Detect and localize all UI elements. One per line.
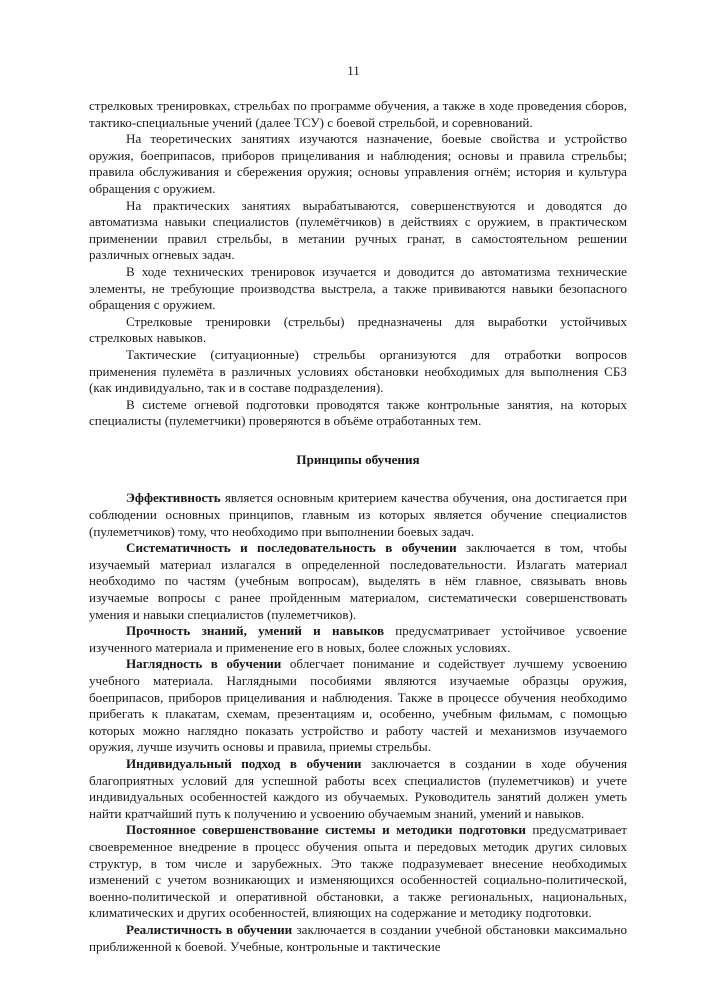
paragraph: В системе огневой подготовки проводятся также контрольные занятия, на которых специалисты (пулеметчики) проверяются в объёме отработанных тем.	[89, 396, 627, 429]
page-number: 11	[347, 63, 360, 78]
principle-text: облегчает понимание и содействует лучшему усвоению учебного материала. Наглядными пособиями являются изучаемые образцы оружия, боеприпасов, приборов прицеливания и наблюдения. Также в процессе обучения необходимо прибегать к плакатам, схемам, презентациям и, особенно, учебным фильмам, с помощью которых можно наглядно показать устройство и работу частей и механизмов изучаемого оружия, лучше изучить основы и правила, приемы стрельбы.	[89, 656, 627, 755]
paragraph: Тактические (ситуационные) стрельбы организуются для отработки вопросов применения пулемёта в различных условиях обстановки необходимых для выполнения СБЗ (как индивидуально, так и в составе подразделения).	[89, 346, 627, 396]
paragraph: стрелковых тренировках, стрельбах по программе обучения, а также в ходе проведения сборов, тактико-специальные учений (далее ТСУ) с боевой стрельбой, и соревнований.	[89, 98, 627, 130]
paragraph: На практических занятиях вырабатываются, совершенствуются и доводятся до автоматизма навыки специалистов (пулемётчиков) в действиях с оружием, в практическом применении правил стрельбы, в метании ручных гранат, в самостоятельном решении различных огневых задач.	[89, 197, 627, 263]
principle-text: предусматривает своевременное внедрение в процесс обучения опыта и передовых методик других силовых структур, в том числе и зарубежных. Это также подразумевает внесение необходимых изменений с учетом возникающих и изменяющихся особенностей социально-политической, военно-политической и оперативной обстановки, а также региональных, национальных, климатических и других особенностей, влияющих на содержание и методику подготовки.	[89, 822, 627, 921]
principle-term: Систематичность и последовательность в обучении	[126, 540, 457, 556]
principle-term: Прочность знаний, умений и навыков	[126, 623, 385, 639]
principle-term: Индивидуальный подход в обучении	[126, 755, 362, 771]
principle-paragraph	[89, 656, 627, 756]
principle-text: заключается в создании в ходе обучения благоприятных условий для успешной работы всех специалистов (пулеметчиков) и учете индивидуальных особенностей каждого из обучаемых. Руководитель занятий должен уметь найти кратчайший путь к получению и усвоению обучаемым знаний, умений и навыков.	[89, 755, 628, 821]
principle-term: Эффективность	[126, 490, 221, 506]
section-heading: Принципы обучения	[296, 451, 420, 467]
principle-text: предусматривает устойчивое усвоение изученного материала и применение его в новых, более сложных условиях.	[89, 623, 627, 655]
principle-text: является основным критерием качества обучения, она достигается при соблюдении основных принципов, главным из которых является обучение специалистов (пулеметчиков) тому, что необходимо при выполнении боевых задач.	[89, 490, 627, 539]
principle-term: Реалистичность в обучении	[126, 921, 293, 937]
paragraph: На теоретических занятиях изучаются назначение, боевые свойства и устройство оружия, боеприпасов, приборов прицеливания и наблюдения; основы и правила стрельбы; правила обслуживания и сбережения оружия; основы управления огнём; история и культура обращения с оружием.	[89, 131, 627, 196]
principle-paragraph	[89, 756, 627, 822]
paragraph: В ходе технических тренировок изучается и доводится до автоматизма технические элементы, не требующие производства выстрела, а также прививаются навыки безопасного обращения с оружием.	[89, 263, 627, 313]
principle-paragraph	[89, 922, 627, 955]
principle-term: Постоянное совершенствование системы и методики подготовки	[126, 822, 526, 838]
text-column	[89, 98, 627, 955]
principle-paragraph	[89, 540, 627, 623]
principle-term: Наглядность в обучении	[126, 656, 282, 672]
principle-paragraph	[89, 490, 627, 540]
principle-text: заключается в создании учебной обстановки максимально приближенной к боевой. Учебные, контрольные и тактические	[89, 921, 628, 954]
principle-paragraph	[89, 822, 627, 922]
paragraph: Стрелковые тренировки (стрельбы) предназначены для выработки устойчивых стрелковых навыков.	[89, 313, 627, 346]
principle-text: заключается в том, чтобы изучаемый материал излагался в определенной последовательности. Излагать материал необходимо по частям (учебным вопросам), выделять в нём главное, связывать вновь изучаемые вопросы с ранее пройденным материалом, систематически совершенствовать умения и навыки специалистов (пулеметчиков).	[89, 540, 627, 622]
principle-paragraph	[89, 623, 627, 656]
